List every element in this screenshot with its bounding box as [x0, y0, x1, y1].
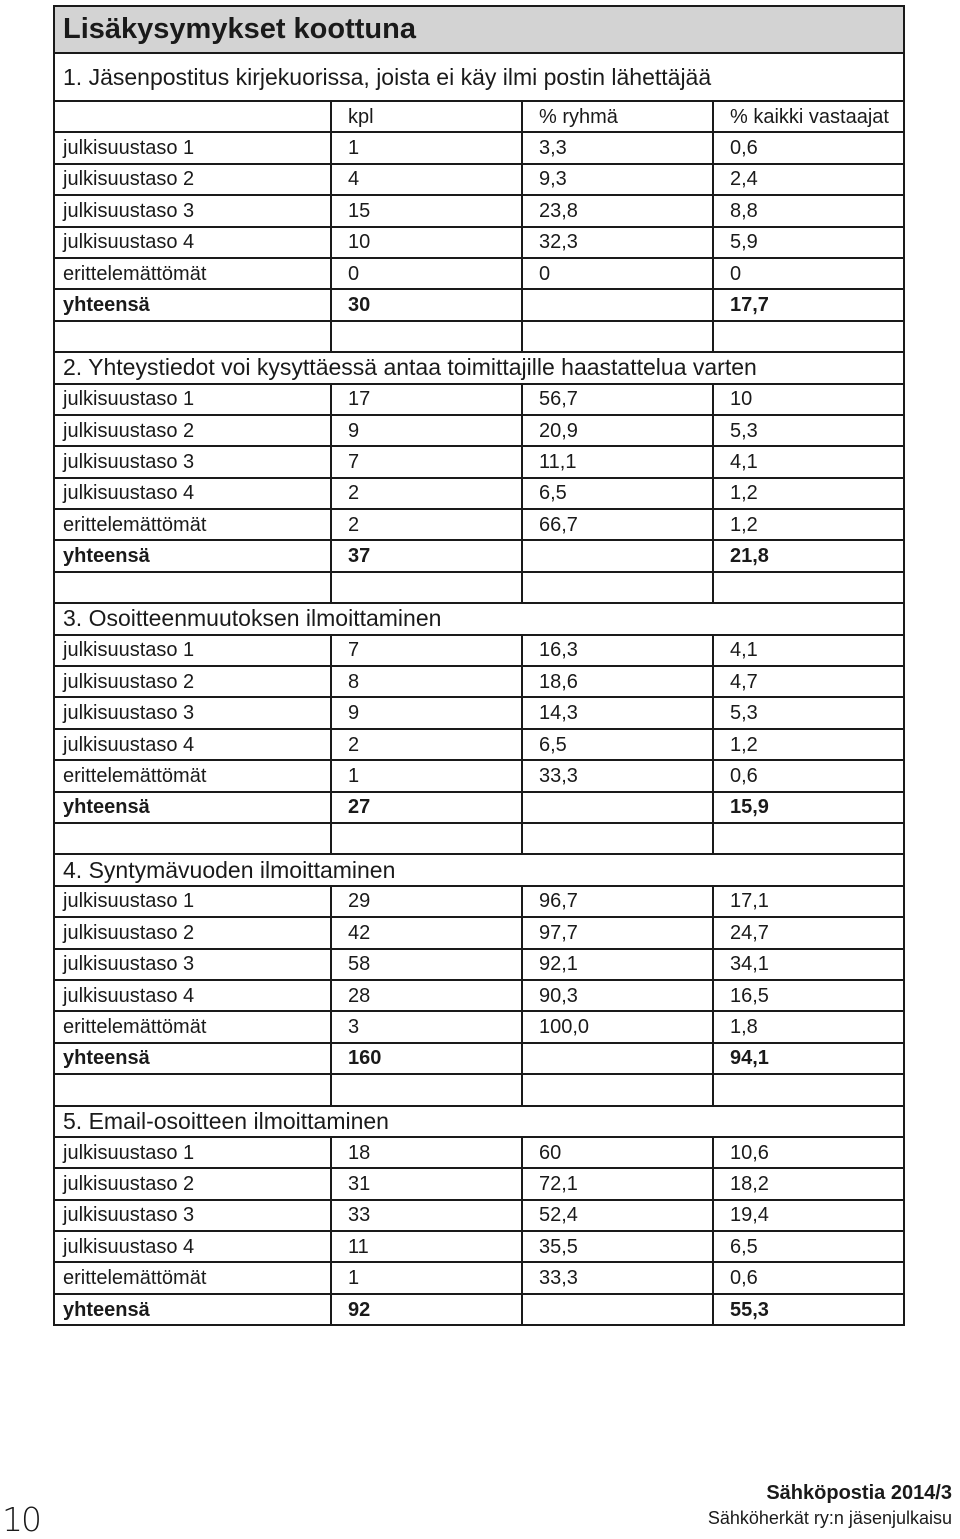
row-label: julkisuustaso 4	[54, 478, 331, 509]
row-label: julkisuustaso 2	[54, 164, 331, 195]
total-label: yhteensä	[54, 540, 331, 571]
value-cell: 1,2	[713, 478, 904, 509]
total-value: 17,7	[713, 289, 904, 320]
total-value: 92	[331, 1294, 522, 1325]
empty-cell	[522, 1074, 713, 1105]
column-header-row	[54, 101, 904, 132]
row-label: julkisuustaso 2	[54, 666, 331, 697]
section-heading: 5. Email-osoitteen ilmoittaminen	[54, 1106, 904, 1137]
table-row	[54, 666, 904, 697]
row-label: julkisuustaso 2	[54, 917, 331, 948]
table-row	[54, 1168, 904, 1199]
value-cell: 4,1	[713, 635, 904, 666]
value-cell: 16,5	[713, 980, 904, 1011]
table-row	[54, 1137, 904, 1168]
value-cell: 16,3	[522, 635, 713, 666]
value-cell: 24,7	[713, 917, 904, 948]
value-cell: 34,1	[713, 949, 904, 980]
row-label: julkisuustaso 1	[54, 1137, 331, 1168]
value-cell: 33	[331, 1200, 522, 1231]
value-cell: 0	[713, 258, 904, 289]
value-cell: 1,2	[713, 729, 904, 760]
value-cell: 15	[331, 195, 522, 226]
value-cell: 97,7	[522, 917, 713, 948]
table-row	[54, 1011, 904, 1042]
total-value: 160	[331, 1043, 522, 1074]
total-row	[54, 1294, 904, 1325]
spacer-row	[54, 321, 904, 352]
value-cell: 66,7	[522, 509, 713, 540]
value-cell: 7	[331, 635, 522, 666]
total-value	[522, 289, 713, 320]
value-cell: 100,0	[522, 1011, 713, 1042]
value-cell: 7	[331, 446, 522, 477]
value-cell: 90,3	[522, 980, 713, 1011]
value-cell: 10	[713, 384, 904, 415]
empty-cell	[331, 572, 522, 603]
row-label: julkisuustaso 1	[54, 886, 331, 917]
page-number: 10	[2, 1500, 40, 1539]
value-cell: 14,3	[522, 697, 713, 728]
page-title: Lisäkysymykset koottuna	[54, 6, 904, 53]
total-value: 94,1	[713, 1043, 904, 1074]
value-cell: 9	[331, 415, 522, 446]
total-value	[522, 540, 713, 571]
value-cell: 8	[331, 666, 522, 697]
row-label: erittelemättömät	[54, 1262, 331, 1293]
value-cell: 10	[331, 227, 522, 258]
empty-cell	[54, 101, 331, 132]
row-label: erittelemättömät	[54, 1011, 331, 1042]
total-row	[54, 792, 904, 823]
value-cell: 10,6	[713, 1137, 904, 1168]
row-label: julkisuustaso 3	[54, 195, 331, 226]
row-label: julkisuustaso 4	[54, 980, 331, 1011]
total-value	[522, 792, 713, 823]
section-heading: 2. Yhteystiedot voi kysyttäessä antaa toimittajille haastattelua varten	[54, 352, 904, 383]
column-header: % ryhmä	[522, 101, 713, 132]
total-label: yhteensä	[54, 792, 331, 823]
results-table	[53, 5, 905, 1326]
table-row	[54, 980, 904, 1011]
empty-cell	[713, 321, 904, 352]
column-header: kpl	[331, 101, 522, 132]
empty-cell	[713, 1074, 904, 1105]
value-cell: 3	[331, 1011, 522, 1042]
value-cell: 3,3	[522, 132, 713, 163]
value-cell: 58	[331, 949, 522, 980]
value-cell: 60	[522, 1137, 713, 1168]
value-cell: 2	[331, 729, 522, 760]
value-cell: 1,8	[713, 1011, 904, 1042]
value-cell: 11	[331, 1231, 522, 1262]
column-header: % kaikki vastaajat	[713, 101, 904, 132]
empty-cell	[713, 572, 904, 603]
value-cell: 9,3	[522, 164, 713, 195]
value-cell: 5,3	[713, 697, 904, 728]
spacer-row	[54, 572, 904, 603]
section-heading-row	[54, 603, 904, 634]
value-cell: 6,5	[522, 729, 713, 760]
value-cell: 56,7	[522, 384, 713, 415]
spacer-row	[54, 1074, 904, 1105]
table-row	[54, 258, 904, 289]
value-cell: 1,2	[713, 509, 904, 540]
row-label: julkisuustaso 3	[54, 446, 331, 477]
value-cell: 18,6	[522, 666, 713, 697]
table-row	[54, 195, 904, 226]
value-cell: 32,3	[522, 227, 713, 258]
value-cell: 0,6	[713, 760, 904, 791]
table-row	[54, 478, 904, 509]
total-value: 30	[331, 289, 522, 320]
value-cell: 0	[522, 258, 713, 289]
empty-cell	[54, 1074, 331, 1105]
value-cell: 31	[331, 1168, 522, 1199]
total-value: 55,3	[713, 1294, 904, 1325]
value-cell: 96,7	[522, 886, 713, 917]
row-label: julkisuustaso 4	[54, 227, 331, 258]
section-heading-row	[54, 352, 904, 383]
empty-cell	[522, 572, 713, 603]
total-row	[54, 289, 904, 320]
total-row	[54, 1043, 904, 1074]
table-row	[54, 635, 904, 666]
table-row	[54, 132, 904, 163]
table-row	[54, 415, 904, 446]
value-cell: 23,8	[522, 195, 713, 226]
row-label: erittelemättömät	[54, 509, 331, 540]
total-value	[522, 1294, 713, 1325]
row-label: julkisuustaso 3	[54, 1200, 331, 1231]
table-row	[54, 384, 904, 415]
empty-cell	[522, 321, 713, 352]
total-label: yhteensä	[54, 289, 331, 320]
section-heading-row	[54, 1106, 904, 1137]
table-row	[54, 1200, 904, 1231]
empty-cell	[522, 823, 713, 854]
value-cell: 5,3	[713, 415, 904, 446]
row-label: julkisuustaso 1	[54, 635, 331, 666]
table-row	[54, 1231, 904, 1262]
value-cell: 1	[331, 132, 522, 163]
row-label: julkisuustaso 4	[54, 729, 331, 760]
value-cell: 9	[331, 697, 522, 728]
value-cell: 33,3	[522, 760, 713, 791]
table-row	[54, 697, 904, 728]
value-cell: 8,8	[713, 195, 904, 226]
table-row	[54, 917, 904, 948]
row-label: julkisuustaso 2	[54, 1168, 331, 1199]
row-label: julkisuustaso 4	[54, 1231, 331, 1262]
section-heading-row	[54, 53, 904, 101]
value-cell: 6,5	[713, 1231, 904, 1262]
value-cell: 1	[331, 1262, 522, 1293]
table-row	[54, 886, 904, 917]
row-label: julkisuustaso 2	[54, 415, 331, 446]
table-row	[54, 729, 904, 760]
table-row	[54, 164, 904, 195]
value-cell: 92,1	[522, 949, 713, 980]
total-value: 37	[331, 540, 522, 571]
total-label: yhteensä	[54, 1043, 331, 1074]
total-value: 27	[331, 792, 522, 823]
table-row	[54, 227, 904, 258]
empty-cell	[331, 1074, 522, 1105]
empty-cell	[331, 823, 522, 854]
publication-name: Sähköpostia 2014/3	[766, 1482, 952, 1504]
value-cell: 0	[331, 258, 522, 289]
value-cell: 18,2	[713, 1168, 904, 1199]
total-label: yhteensä	[54, 1294, 331, 1325]
empty-cell	[54, 823, 331, 854]
value-cell: 72,1	[522, 1168, 713, 1199]
value-cell: 29	[331, 886, 522, 917]
total-value	[522, 1043, 713, 1074]
value-cell: 17,1	[713, 886, 904, 917]
value-cell: 2	[331, 478, 522, 509]
value-cell: 1	[331, 760, 522, 791]
value-cell: 35,5	[522, 1231, 713, 1262]
section-heading: 3. Osoitteenmuutoksen ilmoittaminen	[54, 603, 904, 634]
publisher-line: Sähköherkät ry:n jäsenjulkaisu	[707, 1508, 952, 1528]
value-cell: 20,9	[522, 415, 713, 446]
empty-cell	[54, 321, 331, 352]
row-label: erittelemättömät	[54, 258, 331, 289]
value-cell: 5,9	[713, 227, 904, 258]
section-heading-row	[54, 854, 904, 885]
value-cell: 19,4	[713, 1200, 904, 1231]
value-cell: 6,5	[522, 478, 713, 509]
table-row	[54, 1262, 904, 1293]
total-value: 15,9	[713, 792, 904, 823]
table-row	[54, 949, 904, 980]
value-cell: 28	[331, 980, 522, 1011]
row-label: julkisuustaso 3	[54, 697, 331, 728]
value-cell: 18	[331, 1137, 522, 1168]
total-row	[54, 540, 904, 571]
row-label: julkisuustaso 1	[54, 384, 331, 415]
value-cell: 4,1	[713, 446, 904, 477]
total-value: 21,8	[713, 540, 904, 571]
section-heading: 1. Jäsenpostitus kirjekuorissa, joista ei käy ilmi postin lähettäjää	[54, 53, 904, 101]
row-label: julkisuustaso 3	[54, 949, 331, 980]
title-row	[54, 6, 904, 53]
section-heading: 4. Syntymävuoden ilmoittaminen	[54, 854, 904, 885]
value-cell: 33,3	[522, 1262, 713, 1293]
value-cell: 11,1	[522, 446, 713, 477]
empty-cell	[713, 823, 904, 854]
value-cell: 17	[331, 384, 522, 415]
table-row	[54, 446, 904, 477]
value-cell: 2,4	[713, 164, 904, 195]
empty-cell	[331, 321, 522, 352]
value-cell: 42	[331, 917, 522, 948]
value-cell: 0,6	[713, 132, 904, 163]
value-cell: 2	[331, 509, 522, 540]
empty-cell	[54, 572, 331, 603]
table-row	[54, 509, 904, 540]
value-cell: 4	[331, 164, 522, 195]
value-cell: 0,6	[713, 1262, 904, 1293]
value-cell: 52,4	[522, 1200, 713, 1231]
row-label: erittelemättömät	[54, 760, 331, 791]
spacer-row	[54, 823, 904, 854]
table-row	[54, 760, 904, 791]
row-label: julkisuustaso 1	[54, 132, 331, 163]
value-cell: 4,7	[713, 666, 904, 697]
